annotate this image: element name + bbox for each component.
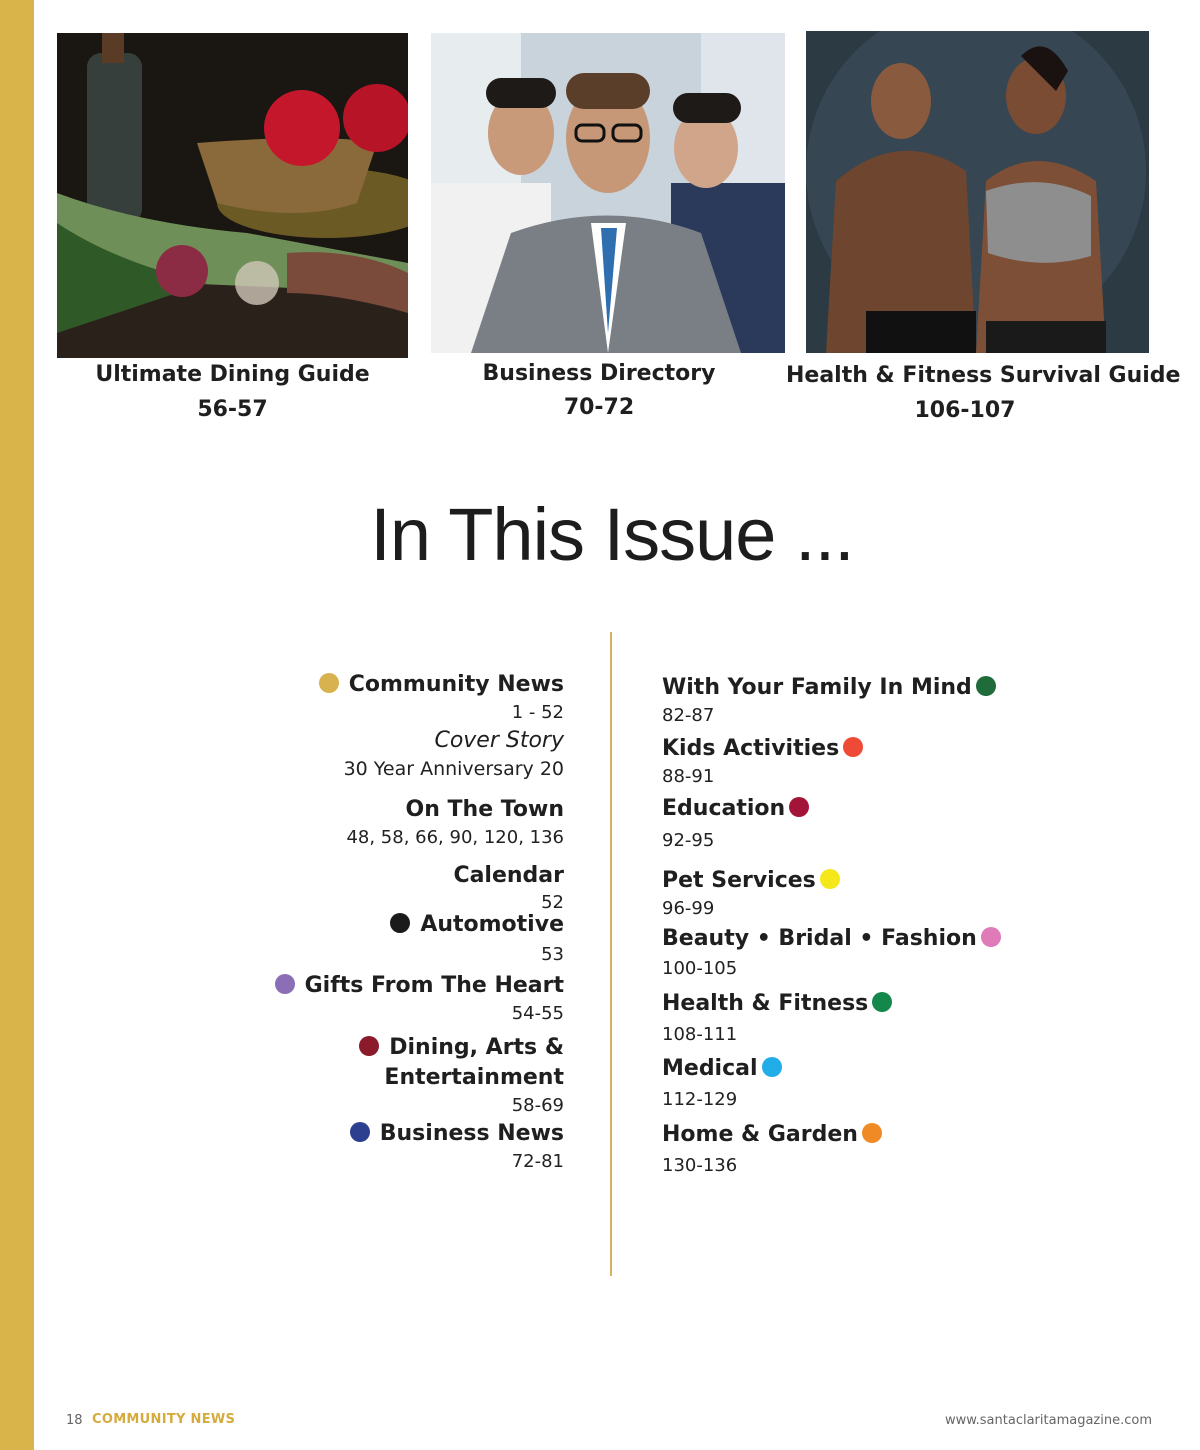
toc-entry-business-news[interactable]	[350, 1119, 564, 1175]
entry-name: Entertainment	[384, 1065, 564, 1090]
color-dot-icon	[872, 992, 892, 1012]
feature-pages: 56-57	[197, 397, 268, 422]
entry-name: Beauty • Bridal • Fashion	[662, 926, 977, 951]
entry-name: Health & Fitness	[662, 991, 869, 1016]
entry-pages: 1 - 52	[511, 702, 564, 723]
dining-guide-photo[interactable]	[57, 33, 408, 358]
entry-name: Home & Garden	[662, 1122, 858, 1147]
entry-pages: 100-105	[662, 958, 738, 979]
toc-entry-education[interactable]	[662, 794, 809, 854]
website-link[interactable]: www.santaclaritamagazine.com	[944, 1413, 1152, 1428]
color-dot-icon	[319, 673, 339, 693]
entry-name: Kids Activities	[662, 736, 840, 761]
color-dot-icon	[843, 737, 863, 757]
entry-name: Gifts From The Heart	[304, 973, 564, 998]
entry-name: On The Town	[405, 797, 564, 822]
toc-entry-on-the-town[interactable]	[346, 795, 564, 851]
entry-pages: 112-129	[662, 1089, 738, 1110]
color-dot-icon	[789, 797, 809, 817]
entry-name: Dining, Arts &	[389, 1035, 564, 1060]
color-dot-icon	[820, 869, 840, 889]
page-number: 18	[66, 1413, 83, 1428]
feature-pages: 70-72	[563, 395, 635, 420]
feature-title[interactable]: Ultimate Dining Guide	[95, 362, 370, 387]
fitness-guide-photo[interactable]	[806, 31, 1149, 353]
toc-entry-medical[interactable]	[662, 1054, 782, 1113]
toc-entry-family[interactable]	[662, 673, 996, 729]
feature-pages: 106-107	[914, 398, 1016, 423]
business-directory-photo[interactable]	[431, 33, 785, 353]
color-dot-icon	[359, 1036, 379, 1056]
entry-name: Pet Services	[662, 868, 816, 893]
toc-entry-health[interactable]	[662, 989, 892, 1048]
entry-pages: 53	[541, 944, 564, 965]
entry-name: With Your Family In Mind	[662, 675, 972, 700]
color-dot-icon	[275, 974, 295, 994]
toc-entry-community-news[interactable]	[319, 670, 564, 782]
toc-entry-calendar[interactable]	[453, 861, 564, 915]
gold-side-bar	[0, 0, 34, 1450]
entry-pages: 82-87	[662, 705, 715, 726]
entry-name: Medical	[662, 1056, 758, 1081]
page-title: In This Issue ...	[370, 493, 854, 576]
entry-pages: 58-69	[511, 1095, 564, 1116]
entry-name: Automotive	[420, 912, 564, 937]
color-dot-icon	[976, 676, 996, 696]
section-label: COMMUNITY NEWS	[92, 1412, 236, 1427]
feature-title[interactable]: Health & Fitness Survival Guide	[786, 363, 1181, 388]
entry-subtitle: 30 Year Anniversary 20	[343, 758, 564, 780]
toc-entry-beauty[interactable]	[662, 924, 1001, 982]
entry-name: Calendar	[453, 863, 564, 888]
entry-name: Business News	[379, 1121, 564, 1146]
toc-entry-home-garden[interactable]	[662, 1120, 882, 1179]
feature-title[interactable]: Business Directory	[482, 361, 716, 386]
toc-entry-dining[interactable]	[359, 1033, 564, 1119]
entry-pages: 92-95	[662, 830, 715, 851]
entry-pages: 108-111	[662, 1024, 738, 1045]
color-dot-icon	[762, 1057, 782, 1077]
column-divider	[610, 632, 612, 1276]
toc-entry-automotive[interactable]	[390, 910, 564, 968]
entry-pages: 48, 58, 66, 90, 120, 136	[346, 827, 564, 848]
entry-pages: 96-99	[662, 898, 715, 919]
color-dot-icon	[390, 913, 410, 933]
entry-pages: 54-55	[511, 1003, 564, 1024]
entry-name: Education	[662, 796, 786, 821]
toc-entry-kids[interactable]	[662, 734, 863, 790]
toc-entry-gifts[interactable]	[275, 971, 564, 1027]
entry-name: Community News	[348, 672, 564, 697]
color-dot-icon	[350, 1122, 370, 1142]
color-dot-icon	[981, 927, 1001, 947]
entry-pages: 72-81	[511, 1151, 564, 1172]
entry-pages: 130-136	[662, 1155, 738, 1176]
color-dot-icon	[862, 1123, 882, 1143]
toc-entry-pet-services[interactable]	[662, 866, 840, 922]
entry-pages: 88-91	[662, 766, 715, 787]
entry-name: Cover Story	[434, 728, 564, 753]
entry-pages: 52	[541, 892, 564, 913]
